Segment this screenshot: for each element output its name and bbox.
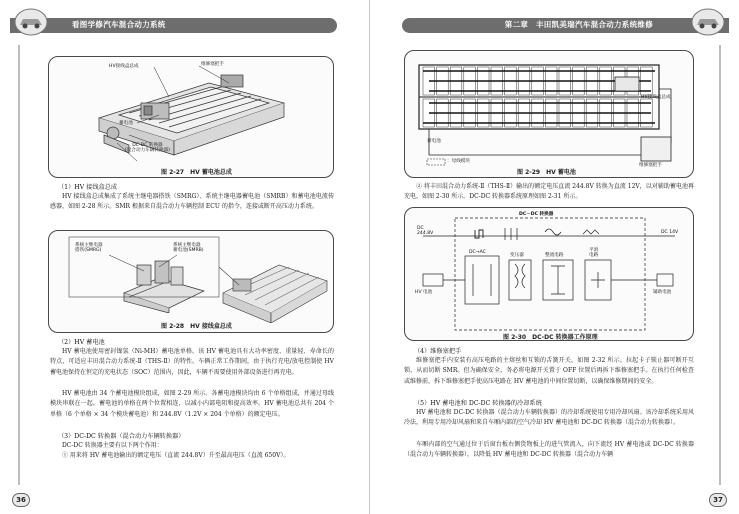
- label-hv-battery: HV 电池: [415, 290, 433, 295]
- label-service-plug: 维修塞把手: [201, 62, 224, 67]
- label-relay-box: HV接线盒总成: [641, 95, 671, 100]
- figure-2-29-caption: 图 2-29 HV 蓄电池: [517, 169, 576, 176]
- label-dc-ac: DC→AC: [469, 250, 486, 255]
- right-header-title: 第二章 丰田凯美瑞汽车混合动力系统维修: [504, 20, 653, 29]
- right-margin-rule: [719, 45, 721, 485]
- section-4-text: 维修塞把手内安装有高压电路的主熔丝和互锁的舌簧开关，如图 2-32 所示。拉起卡子锁止器可断开互锁，从而切断 SMR。但为确保安全，务必将电源开关置于 OFF 位置后再拆下维修塞把手。在执行任何检查或维修前，拆下维修塞把手使高压电路在 HV 蓄电池的中间位置切断，以确保维修期间的安全。: [404, 357, 694, 385]
- label-smrb: 系统主继电器 蓄电池(SMRB): [173, 243, 204, 254]
- figure-2-27-caption: 图 2-27 HV 蓄电池总成: [161, 169, 232, 176]
- left-margin-rule: [18, 45, 20, 485]
- figure-2-30: [404, 207, 694, 341]
- label-dcdc-title: DC－DC 转换器: [519, 212, 554, 217]
- section-3-line2: ① 用来将 HV 蓄电池输出的额定电压（直流 244.8V）升至最高电压（直流 650V）。: [62, 452, 290, 459]
- figure-2-29: [404, 50, 694, 178]
- left-page-number: 36: [12, 493, 30, 507]
- right-header-banner: [402, 18, 729, 33]
- para-dcdc-function: ② 将丰田混合动力系统-Ⅱ（THS-Ⅱ）输出的额定电压直流 244.8V 转换为直流 12V，以对辅助蓄电池再充电，如图 2-30 所示。DC-DC 转换器系统原理如图 2-31 所示。: [404, 183, 694, 201]
- label-transformer: 变压器: [510, 253, 524, 258]
- label-aux-battery: 辅助电池: [653, 290, 672, 295]
- section-2-text-a: HV 蓄电池使用密封镍氢（Ni-MH）蓄电池单格。该 HV 蓄电池具有大功率密度、重量轻、寿命长的特点，可适应丰田混合动力系统-Ⅱ（THS-Ⅱ）的特性。车辆正常工作期间，由于执行充电/放电控制使 HV 蓄电池保持在恒定的充电状态（SOC）范围内，因此，车辆不需要使用外部设备进行再充电。: [50, 348, 334, 376]
- label-busbar-legend: ：母线模块: [447, 159, 470, 164]
- section-2-title: （2）HV 蓄电池: [58, 339, 105, 346]
- section-4-title: （4）维修塞把手: [414, 348, 462, 355]
- section-1-title: （1）HV 接线盒总成: [58, 184, 118, 191]
- section-1-text: HV 接线盒总成集成了系统主继电器搭铁（SMRG）、系统主继电器蓄电池（SMRB）和蓄电池电流传感器，如图 2-28 所示。SMR 根据来自混合动力车辆控制 ECU 的指令，连接或断开高压动力系统。: [50, 193, 334, 211]
- section-3-line1: DC-DC 转换器主要有以下两个作用：: [62, 442, 163, 449]
- section-5-text-b: 车厢内部的空气通过位于后窗台板右侧货物板上的进气管流入，向下流经 HV 蓄电池或 DC-DC 转换器（混合动力车辆转换器），以降低 HV 蓄电池和 DC-DC 转换器（混合动力车辆: [404, 441, 694, 459]
- figure-2-27-leader-lines: [49, 57, 334, 178]
- figure-2-28: [48, 230, 334, 333]
- section-5-text-a: HV 蓄电池和 DC-DC 转换器（混合动力车辆转换器）的冷却系统使用专用冷却风扇。该冷却系统采用风冷法，利用专用冷却风扇和来自车厢内部的空气冷却 HV 蓄电池和 DC-DC 转换器（混合动力转换器）。: [404, 409, 694, 427]
- left-header-banner: [10, 18, 337, 33]
- section-3-title: （3）DC-DC 转换器（混合动力车辆转换器）: [58, 433, 185, 440]
- label-service-plug: 维修塞把手: [639, 163, 662, 168]
- label-dc-input: DC 244.8V: [417, 226, 434, 237]
- car-logo-icon: [691, 8, 725, 36]
- label-smrg: 系统主继电器 搭铁(SMRG): [75, 243, 103, 254]
- label-hv-relay-box: HV接线盒总成: [109, 64, 139, 69]
- figure-2-30-caption: 图 2-30 DC-DC 转换器工作原理: [503, 334, 598, 341]
- right-page-number: 37: [709, 493, 727, 507]
- dcdc-circuit-diagram: [405, 208, 694, 341]
- section-2-text-b: HV 蓄电池由 34 个蓄电池模块组成，如图 2-29 所示。各蓄电池模块均由 6 个单格组成，并通过母线模块串联在一起。蓄电池的单格在两个位置相连，以减小内部电阻和提高效率。HV 蓄电池总共有 204 个单格（6 个单格 × 34 个模块蓄电池）和 244.8V（1.2V × 204 个单格）的额定电压。: [50, 390, 334, 418]
- label-smoothing: 平滑 电路: [589, 248, 599, 259]
- figure-2-27: [48, 56, 334, 178]
- left-header-title: 看图学修汽车混合动力系统: [72, 20, 166, 29]
- label-dcdc-converter: DC-DC 转换器 (混合动力车辆转换器): [125, 143, 170, 154]
- label-battery: 蓄电池: [119, 121, 133, 126]
- label-dc-output: DC 14V: [661, 230, 679, 235]
- right-page: [370, 0, 739, 514]
- label-rectifier: 整流电路: [545, 253, 564, 258]
- figure-2-28-caption: 图 2-28 HV 接线盒总成: [161, 323, 232, 330]
- label-battery: 蓄电池: [427, 139, 441, 144]
- left-page: [0, 0, 369, 514]
- car-logo-icon: [14, 8, 48, 36]
- section-5-title: （5）HV 蓄电池和 DC-DC 转换器的冷却系统: [414, 400, 542, 407]
